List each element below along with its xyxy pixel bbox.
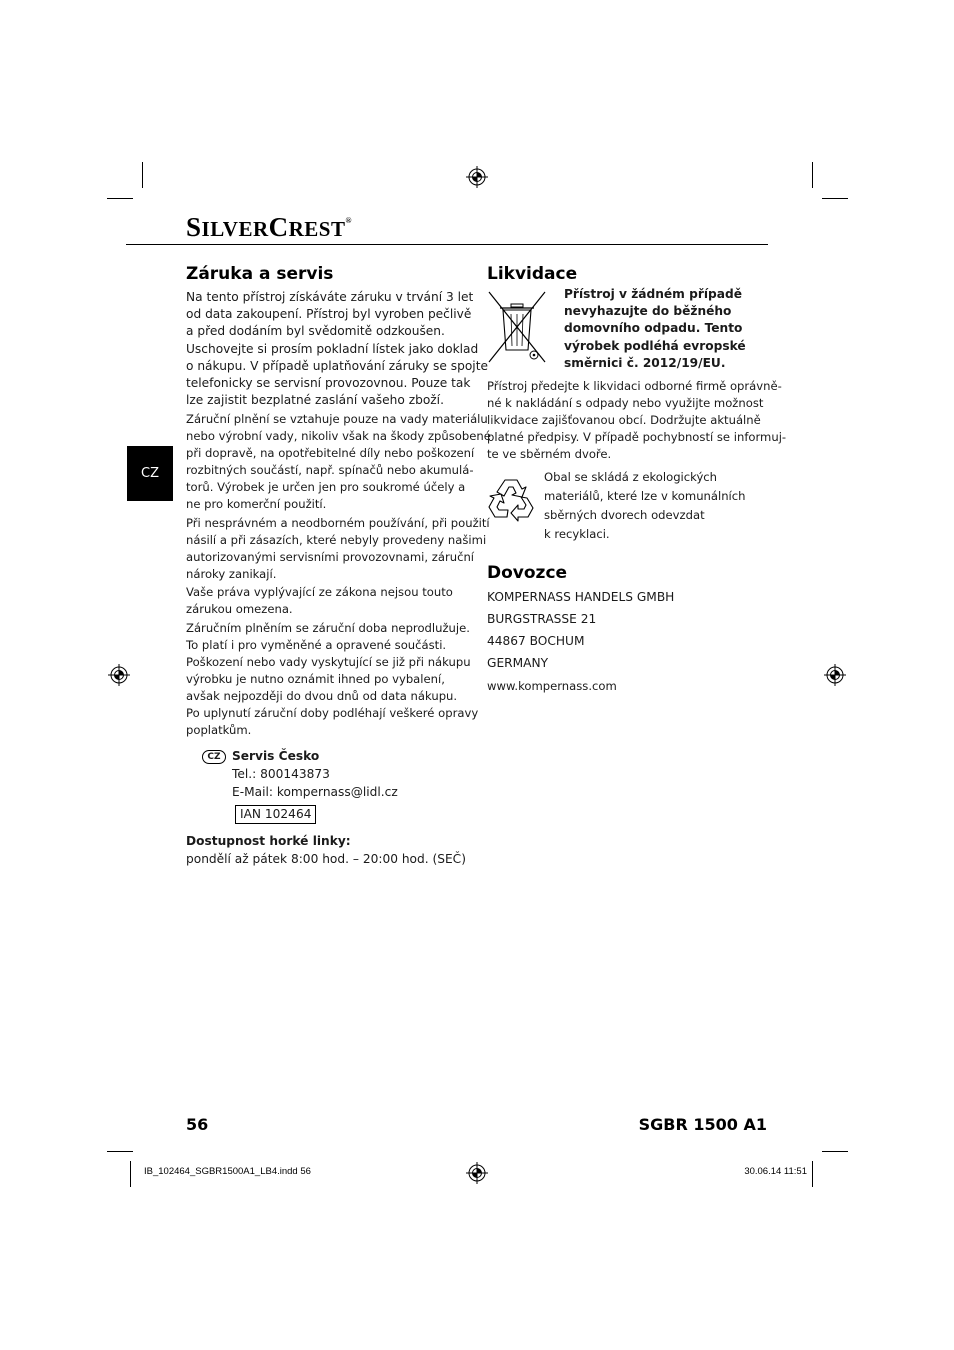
importer-line: KOMPERNASS HANDELS GMBH xyxy=(487,589,675,604)
crop-mark xyxy=(822,1151,848,1152)
warranty-line: poplatkům. xyxy=(186,722,252,737)
importer-line: BURGSTRASSE 21 xyxy=(487,611,597,626)
disposal-warning-line: domovního odpadu. Tento xyxy=(564,321,743,336)
warranty-line: násilí a při zásazích, které nebyly provedeny našimi xyxy=(186,532,487,547)
registration-mark-icon xyxy=(824,664,846,686)
importer-website: www.kompernass.com xyxy=(487,678,617,693)
crossed-bin-icon xyxy=(487,290,547,364)
registration-mark-icon xyxy=(466,1162,488,1184)
crop-mark xyxy=(822,198,848,199)
warranty-title: Záruka a servis xyxy=(186,264,334,284)
warranty-line: Při nesprávném a neodborném používání, při použití xyxy=(186,515,490,530)
warranty-line: ne pro komerční použití. xyxy=(186,496,327,511)
language-tab xyxy=(127,446,173,501)
service-block xyxy=(186,748,471,825)
warranty-line: nároky zanikají. xyxy=(186,566,277,581)
warranty-line: To platí i pro vyměněné a opravené součásti. xyxy=(186,638,447,653)
disposal-section xyxy=(487,264,787,698)
recycle-line: materiálů, které lze v komunálních xyxy=(544,488,746,503)
recycle-line: k recyklaci. xyxy=(544,527,610,542)
slug-file-info: IB_102464_SGBR1500A1_LB4.indd 56 xyxy=(144,1166,311,1177)
hotline-title: Dostupnost horké linky: xyxy=(186,834,351,849)
warranty-line: avšak nejpozději do dvou dnů od data nákupu. xyxy=(186,688,458,703)
importer-title: Dovozce xyxy=(487,562,568,583)
warranty-line: autorizovanými servisními provozovnami, záruční xyxy=(186,549,475,564)
service-email: E-Mail: kompernass@lidl.cz xyxy=(232,785,398,800)
service-title: Servis Česko xyxy=(232,748,320,763)
warranty-line: Po uplynutí záruční doby podléhají veškeré opravy xyxy=(186,705,479,720)
crop-mark xyxy=(107,1151,133,1152)
header-rule xyxy=(126,244,768,245)
warranty-line: výrobku je nutno oznámit ihned po vybalení, xyxy=(186,672,445,687)
warranty-line: od data zakoupení. Přístroj byl vyroben pečlivě xyxy=(186,307,472,322)
registration-mark-icon xyxy=(466,166,488,188)
warranty-line: Záruční plnění se vztahuje pouze na vady materiálu xyxy=(186,412,488,427)
warranty-line: a před dodáním byl svědomitě odzkoušen. xyxy=(186,324,445,339)
service-tel: Tel.: 800143873 xyxy=(232,766,330,781)
disposal-line: né k nakládání s odpady nebo využijte možnost xyxy=(487,395,764,410)
warranty-line: torů. Výrobek je určen jen pro soukromé účely a xyxy=(186,480,466,495)
recycling-icon xyxy=(487,476,535,522)
language-tab-label: CZ xyxy=(141,466,159,481)
crop-mark xyxy=(142,162,143,188)
disposal-title: Likvidace xyxy=(487,264,578,284)
disposal-warning-line: Přístroj v žádném případě xyxy=(564,287,742,301)
hotline-hours: pondělí až pátek 8:00 hod. – 20:00 hod. (SEČ) xyxy=(186,852,466,867)
recycle-line: sběrných dvorech odevzdat xyxy=(544,508,705,523)
country-badge: CZ xyxy=(202,750,226,764)
warranty-line: Uschovejte si prosím pokladní lístek jako doklad xyxy=(186,341,479,356)
warranty-line: Poškození nebo vady vyskytující se již při nákupu xyxy=(186,655,471,670)
importer-line: 44867 BOCHUM xyxy=(487,633,585,648)
disposal-warning-line: směrnici č. 2012/19/EU. xyxy=(564,355,726,370)
disposal-line: te ve sběrném dvoře. xyxy=(487,446,612,461)
warranty-line: při dopravě, na opotřebitelné díly nebo poškození xyxy=(186,446,475,461)
disposal-warning-line: výrobek podléhá evropské xyxy=(564,338,746,353)
crop-mark xyxy=(812,1161,813,1187)
crop-mark xyxy=(812,162,813,188)
disposal-line: likvidace zajišťovanou obcí. Dodržujte aktuálně xyxy=(487,412,761,427)
warranty-line: zárukou omezena. xyxy=(186,602,293,617)
recycle-line: Obal se skládá z ekologických xyxy=(544,469,718,484)
warranty-section xyxy=(186,264,491,869)
warranty-line: rozbitných součástí, např. spínačů nebo akumulá- xyxy=(186,463,474,478)
registration-mark-icon xyxy=(108,664,130,686)
warranty-line: lze zajistit bezplatné zaslání vašeho zboží. xyxy=(186,393,444,408)
brand-logo: SILVERCREST® xyxy=(186,212,352,242)
slug-date-info: 30.06.14 11:51 xyxy=(744,1166,807,1177)
model-number: SGBR 1500 A1 xyxy=(638,1115,767,1134)
crop-mark xyxy=(107,198,133,199)
warranty-line: Na tento přístroj získáváte záruku v trvání 3 let xyxy=(186,290,474,304)
warranty-line: nebo výrobní vady, nikoliv však na škody způsobené xyxy=(186,429,491,444)
disposal-warning-line: nevyhazujte do běžného xyxy=(564,304,732,319)
warranty-line: Záručním plněním se záruční doba neprodlužuje. xyxy=(186,621,470,636)
ian-box: IAN 102464 xyxy=(235,805,316,824)
disposal-line: Přístroj předejte k likvidaci odborné firmě oprávně- xyxy=(487,379,782,394)
crop-mark xyxy=(130,1161,131,1187)
page-number: 56 xyxy=(186,1115,209,1134)
warranty-line: o nákupu. V případě uplatňování záruky se spojte xyxy=(186,358,488,373)
warranty-line: telefonicky se servisní provozovnou. Pouze tak xyxy=(186,376,471,391)
importer-line: GERMANY xyxy=(487,655,549,670)
warranty-line: Vaše práva vyplývající ze zákona nejsou touto xyxy=(186,585,453,600)
disposal-line: platné předpisy. V případě pochybností se informuj- xyxy=(487,429,787,444)
